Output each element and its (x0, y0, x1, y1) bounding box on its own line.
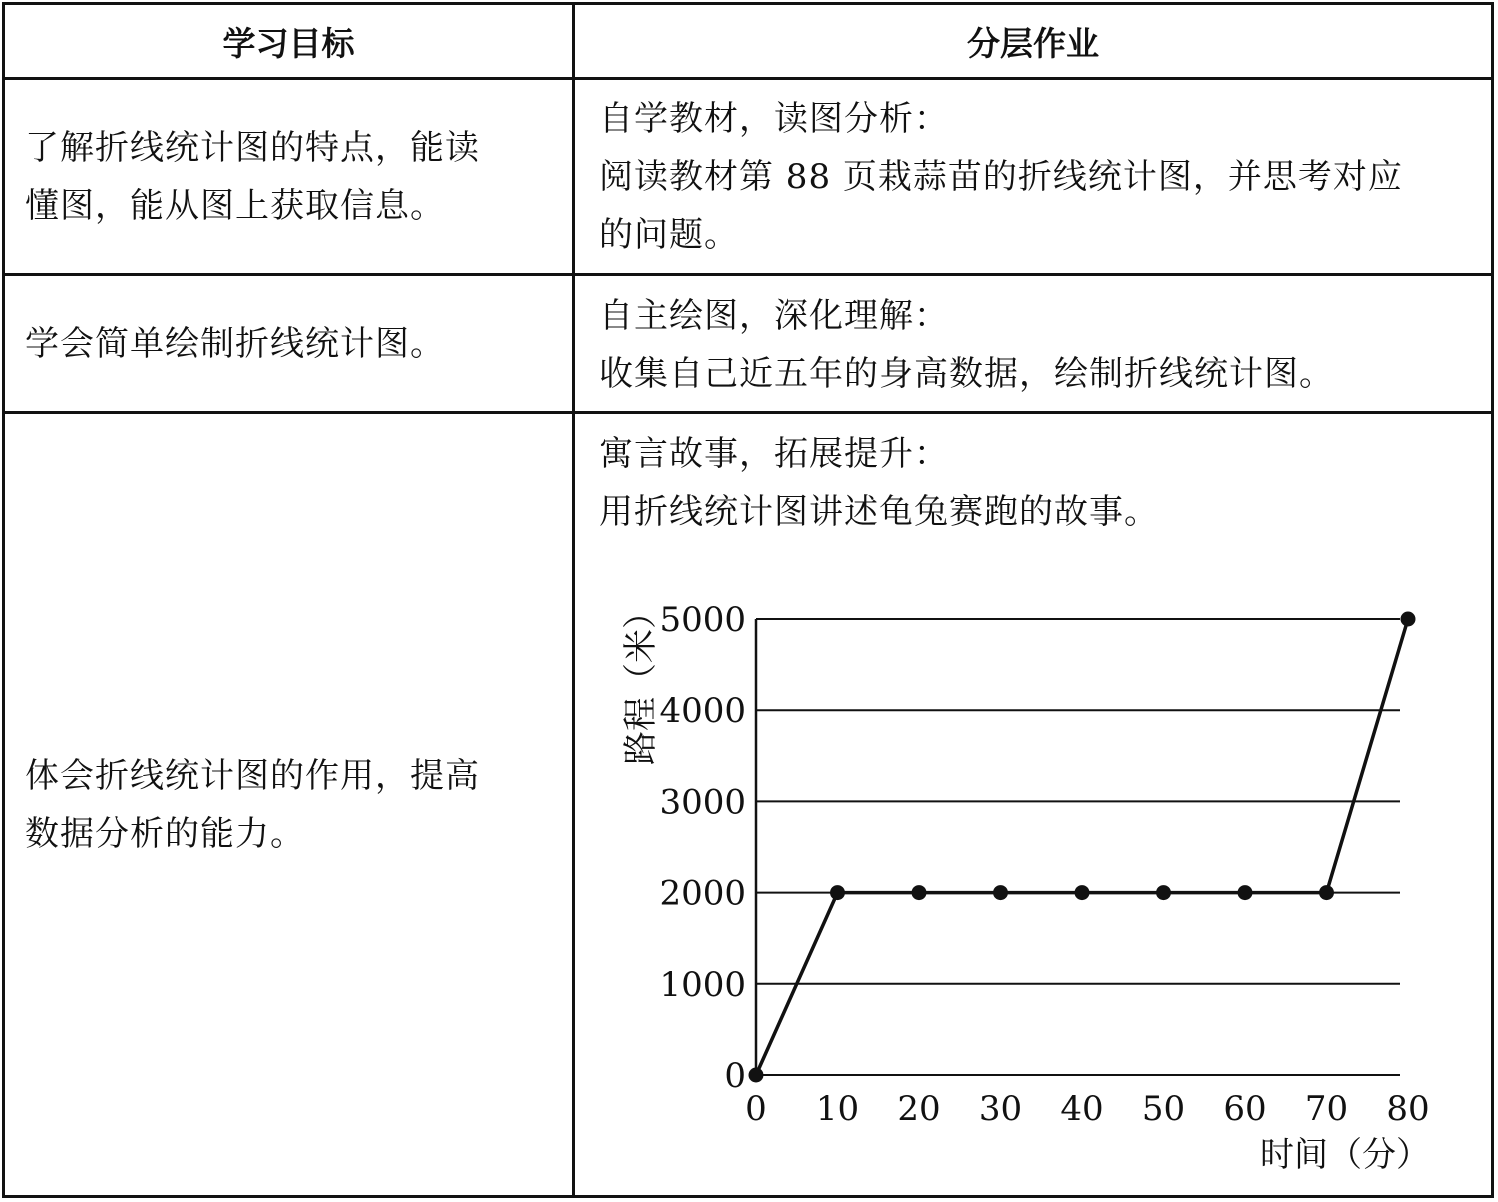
x-tick-label: 70 (1304, 1089, 1349, 1129)
data-point (1319, 885, 1334, 900)
x-tick-label: 20 (897, 1089, 941, 1129)
homework-title: 自主绘图，深化理解： (599, 296, 949, 336)
y-tick-label: 2000 (659, 873, 746, 914)
series-line (756, 619, 1408, 1075)
homework-line: 的问题。 (599, 215, 739, 255)
x-tick-label: 30 (978, 1089, 1023, 1129)
y-tick-labels (659, 600, 746, 1096)
data-point (1156, 885, 1171, 900)
homework-line: 用折线统计图讲述龟兔赛跑的故事。 (599, 492, 1159, 532)
x-axis-label: 时间（分） (1260, 1135, 1430, 1175)
x-tick-label: 0 (745, 1089, 767, 1129)
x-tick-label: 10 (815, 1089, 860, 1129)
data-points (749, 612, 1416, 1083)
goal-line: 数据分析的能力。 (25, 813, 305, 854)
goal-line: 体会折线统计图的作用，提高 (25, 755, 480, 796)
x-tick-label: 50 (1141, 1089, 1186, 1129)
y-tick-label: 5000 (659, 600, 746, 640)
header-homework: 分层作业 (967, 23, 1099, 63)
homework-title: 寓言故事，拓展提升： (599, 434, 949, 474)
x-tick-label: 60 (1223, 1089, 1267, 1129)
homework-title: 自学教材，读图分析： (599, 99, 949, 139)
data-point (749, 1068, 764, 1083)
y-tick-label: 4000 (659, 691, 746, 732)
y-tick-label: 1000 (659, 964, 746, 1005)
x-tick-labels (745, 1089, 1429, 1129)
data-point (1075, 885, 1090, 900)
y-tick-label: 0 (724, 1056, 746, 1096)
homework-line: 阅读教材第 88 页栽蒜苗的折线统计图，并思考对应 (599, 157, 1403, 197)
header-goal: 学习目标 (222, 23, 355, 63)
grid-lines (756, 619, 1400, 1075)
data-point (830, 885, 845, 900)
y-axis-label: 路程（米） (621, 595, 661, 765)
y-tick-label: 3000 (659, 782, 746, 823)
goal-line: 懂图，能从图上获取信息。 (25, 185, 445, 226)
goal-line: 学会简单绘制折线统计图。 (25, 323, 445, 364)
x-tick-label: 80 (1386, 1089, 1430, 1129)
x-tick-label: 40 (1060, 1089, 1104, 1129)
data-point (993, 885, 1008, 900)
data-point (1401, 612, 1416, 627)
homework-line: 收集自己近五年的身高数据，绘制折线统计图。 (599, 354, 1334, 394)
data-point (1238, 885, 1253, 900)
data-point (912, 885, 927, 900)
goal-line: 了解折线统计图的特点，能读 (25, 127, 480, 168)
